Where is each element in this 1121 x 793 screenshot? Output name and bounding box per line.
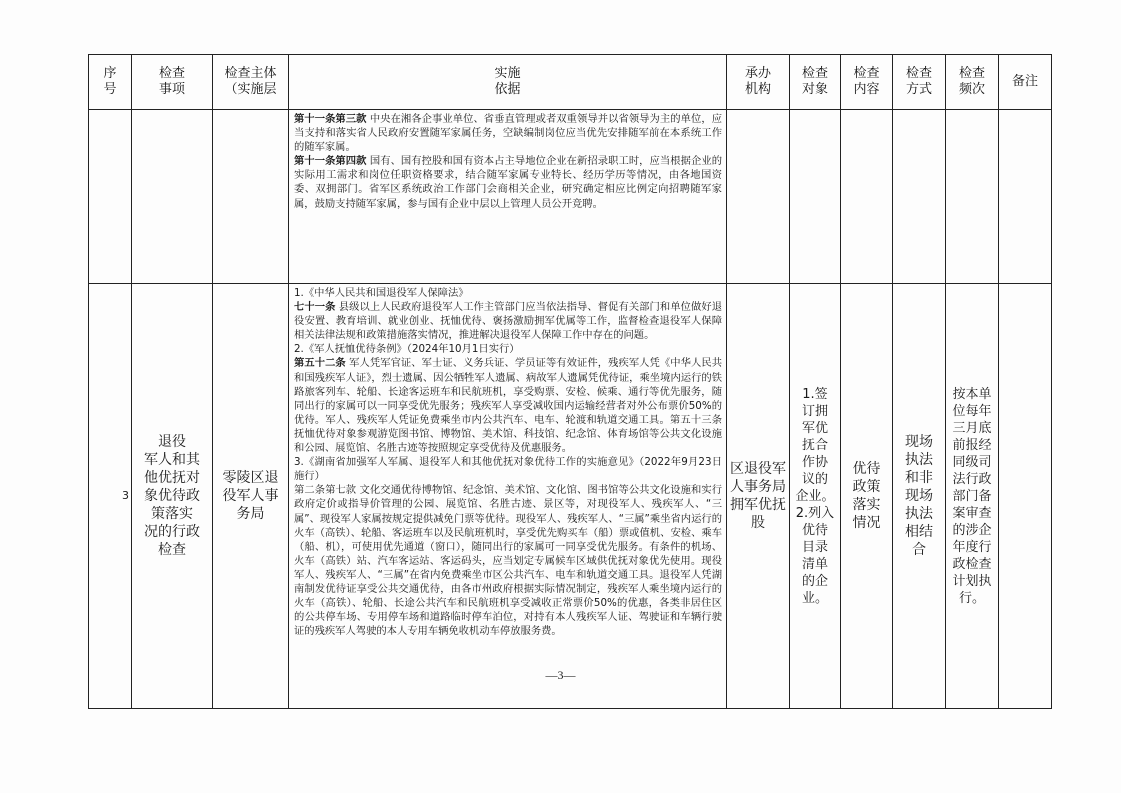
row2-target: 1.签 订拥 军优 抚合 作协 议的 企业。 2.列入 优待 目录 清单 的企 业。 — [790, 284, 841, 709]
inspection-table — [88, 54, 1052, 709]
row2-subject: 零陵区退 役军人事 务局 — [213, 284, 289, 709]
header-subject: 检查主体 （实施层 — [213, 55, 289, 110]
row1-method — [893, 110, 946, 284]
header-item: 检查 事项 — [132, 55, 213, 110]
basis-paragraph: 3.《湖南省加强军人军属、退役军人和其他优抚对象优待工作的实施意见》（2022年9月23日施行） — [294, 456, 722, 483]
row2-remark — [999, 284, 1052, 709]
row1-basis — [289, 110, 727, 284]
basis-paragraph: 第二条第七款 文化交通优待博物馆、纪念馆、美术馆、文化馆、图书馆等公共文化设施和实行政府定价或指导价管理的公园、展览馆、名胜古迹、景区等，对现役军人、残疾军人、“三属”、现役军人家属按规定提供减免门票等优待。现役军人、残疾军人、“三属”乘坐省内运行的火车（高铁）、轮船、客运班车以及民航班机时，享受优先购买车（船）票或值机、安检、乘车（船、机），可使用优先通道（窗口），随同出行的家属可一同享受优先服务。有条件的机场、火车（高铁）站、汽车客运站、客运码头，应当划定专属候车区域供优抚对象优先使用。现役军人、残疾军人、“三属”在省内免费乘坐市区公共汽车、电车和轨道交通工具。退役军人凭湖南制发优待证享受公共交通优待，由各市州政府根据实际情况制定，残疾军人乘坐境内运行的火车（高铁）、轮船、长途公共汽车和民航班机享受减收正常票价50%的优惠，各类非居住区的公共停车场、专用停车场和道路临时停车泊位，对持有本人残疾军人证、驾驶证和车辆行驶证的残疾军人驾驶的本人专用车辆免收机动车停放服务费。 — [294, 484, 722, 638]
row1-target — [790, 110, 841, 284]
basis-paragraph: 2.《军人抚恤优待条例》（2024年10月1日实行） — [294, 343, 520, 356]
row2-freq: 按本单 位每年 三月底 前报经 同级司 法行政 部门备 案审查 的涉企 年度行 政检查 计划执 行。 — [946, 284, 999, 709]
page-number: —3— — [545, 668, 576, 682]
basis-paragraph: 第十一条第四款 国有、国有控股和国有资本占主导地位企业在新招录职工时，应当根据企业的实际用工需求和岗位任职资格要求，结合随军家属专业特长、经历学历等情况，由各地国资委、双拥部门。省军区系统政治工作部门会商相关企业，研究确定相应比例定向招聘随军家属，鼓励支持随军家属，参与国有企业中层以上管理人员公开竞聘。 — [294, 155, 722, 210]
basis-paragraph: 1.《中华人民共和国退役军人保障法》 — [294, 287, 469, 299]
header-method: 检查 方式 — [893, 55, 946, 110]
header-seq: 序 号 — [89, 55, 132, 110]
row1-org — [727, 110, 790, 284]
basis-paragraph: 第五十二条 军人凭军官证、军士证、义务兵证、学员证等有效证件，残疾军人凭《中华人民共和国残疾军人证》，烈士遗属、因公牺牲军人遗属、病故军人遗属凭优待证，乘坐境内运行的铁路旅客列车、轮船、长途客运班车和民航班机，享受购票、安检、候乘、通行等优先服务，随同出行的家属可以一同享受优先服务；残疾军人享受减收国内运输经营者对外公布票价50%的优待。军人、残疾军人凭证免费乘坐市内公共汽车、电车、轮渡和轨道交通工具。第五十三条 抚恤优待对象参观游览图书馆、博物馆、美术馆、科技馆、纪念馆、体育场馆等公共文化设施和公园、展览馆、名胜古迹等按照规定享受优待及优惠服务。 — [294, 357, 722, 455]
row1-subject — [213, 110, 289, 284]
table-row — [89, 284, 1052, 709]
row1-remark — [999, 110, 1052, 284]
row2-method: 现场 执法 和非 现场 执法 相结 合 — [893, 284, 946, 709]
header-content: 检查 内容 — [841, 55, 893, 110]
header-target: 检查 对象 — [790, 55, 841, 110]
table-row — [89, 110, 1052, 284]
table-header-row — [89, 55, 1052, 110]
row2-basis — [289, 284, 727, 709]
header-remark: 备注 — [999, 55, 1052, 110]
header-basis: 实施 依据 — [289, 55, 727, 110]
row1-seq — [89, 110, 132, 284]
row1-item — [132, 110, 213, 284]
row1-content — [841, 110, 893, 284]
row2-seq: 3 — [89, 284, 132, 709]
row1-freq — [946, 110, 999, 284]
row2-item: 退役 军人和其 他优抚对 象优待政 策落实 况的行政 检查 — [132, 284, 213, 709]
header-freq: 检查 频次 — [946, 55, 999, 110]
row2-org: 区退役军 人事务局 拥军优抚 股 — [727, 284, 790, 709]
basis-paragraph: 第十一条第三款 中央在湘各企事业单位、省垂直管理或者双重领导并以省领导为主的单位，应当支持和落实省人民政府安置随军家属任务，空缺编制岗位应当优先安排随军前在本系统工作的随军家属。 — [294, 113, 722, 154]
row2-content: 优待 政策 落实 情况 — [841, 284, 893, 709]
basis-paragraph: 七十一条 县级以上人民政府退役军人工作主管部门应当依法指导、督促有关部门和单位做好退役安置、教育培训、就业创业、抚恤优待、褒扬激励拥军优属等工作，监督检查退役军人保障相关法律法规和政策措施落实情况，推进解决退役军人保障工作中存在的问题。 — [294, 301, 722, 342]
header-org: 承办 机构 — [727, 55, 790, 110]
